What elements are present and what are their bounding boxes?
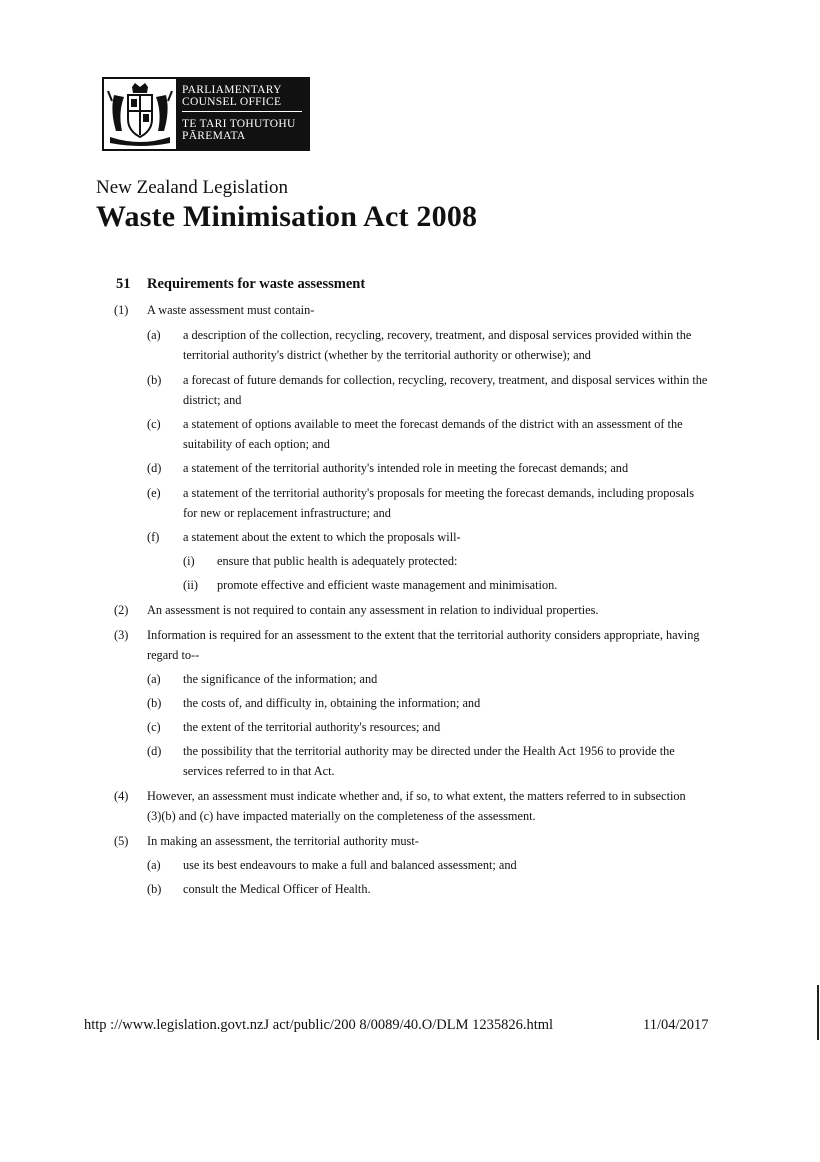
paragraph-1a-label: (a) xyxy=(147,328,161,342)
paragraph-1e-line2: for new or replacement infrastructure; and xyxy=(183,506,391,520)
paragraph-5a-text: use its best endeavours to make a full and balanced assessment; and xyxy=(183,858,517,872)
paragraph-1a-line2: territorial authority's district (whether by the territorial authority or otherwise); and xyxy=(183,348,591,362)
subsection-3-line1: Information is required for an assessment to the extent that the territorial authority considers appropriate, having xyxy=(147,628,700,642)
paragraph-1b-line1: a forecast of future demands for collection, recycling, recovery, treatment, and disposal services within the xyxy=(183,373,708,387)
subparagraph-1f-ii-text: promote effective and efficient waste management and minimisation. xyxy=(217,578,558,592)
paragraph-1d-label: (d) xyxy=(147,461,162,475)
paragraph-5b-text: consult the Medical Officer of Health. xyxy=(183,882,371,896)
print-date: 11/04/2017 xyxy=(643,1017,709,1033)
subparagraph-1f-i-text: ensure that public health is adequately protected: xyxy=(217,554,458,568)
subsection-1-label: (1) xyxy=(114,303,129,317)
paragraph-5a-label: (a) xyxy=(147,858,161,872)
document-title: Waste Minimisation Act 2008 xyxy=(96,200,478,233)
subsection-5-text: In making an assessment, the territorial authority must- xyxy=(147,834,419,848)
subsection-2-label: (2) xyxy=(114,603,129,617)
logo-line-3: TE TARI TOHUTOHU xyxy=(182,118,296,130)
source-url: http ://www.legislation.govt.nzJ act/public/200 8/0089/40.O/DLM 1235826.html xyxy=(84,1017,554,1033)
subsection-1-text: A waste assessment must contain- xyxy=(147,303,315,317)
paragraph-3b-label: (b) xyxy=(147,696,162,710)
paragraph-1b-label: (b) xyxy=(147,373,162,387)
subparagraph-1f-i-label: (i) xyxy=(183,554,195,568)
subsection-3-label: (3) xyxy=(114,628,129,642)
paragraph-3d-label: (d) xyxy=(147,744,162,758)
subsection-2-text: An assessment is not required to contain any assessment in relation to individual properties. xyxy=(147,603,599,617)
section-number: 51 xyxy=(116,276,131,292)
document-subtitle: New Zealand Legislation xyxy=(96,177,289,198)
logo-line-1: PARLIAMENTARY xyxy=(182,84,282,96)
logo-divider xyxy=(182,111,302,112)
subsection-4-line1: However, an assessment must indicate whether and, if so, to what extent, the matters referred to in subsection xyxy=(147,789,686,803)
paragraph-1c-line1: a statement of options available to meet the forecast demands of the district with an assessment of the xyxy=(183,417,683,431)
logo-line-2: COUNSEL OFFICE xyxy=(182,96,282,108)
paragraph-1d-line1: a statement of the territorial authority's intended role in meeting the forecast demands; and xyxy=(183,461,629,475)
paragraph-3a-text: the significance of the information; and xyxy=(183,672,378,686)
coat-of-arms-icon xyxy=(106,81,174,147)
paragraph-1c-line2: suitability of each option; and xyxy=(183,437,330,451)
scan-edge-mark xyxy=(817,985,819,1040)
section-heading: Requirements for waste assessment xyxy=(147,276,366,292)
subsection-5-label: (5) xyxy=(114,834,129,848)
paragraph-1f-line1: a statement about the extent to which the proposals will- xyxy=(183,530,461,544)
paragraph-3c-text: the extent of the territorial authority's resources; and xyxy=(183,720,441,734)
paragraph-5b-label: (b) xyxy=(147,882,162,896)
paragraph-3b-text: the costs of, and difficulty in, obtaining the information; and xyxy=(183,696,481,710)
subsection-3-line2: regard to-- xyxy=(147,648,200,662)
parliamentary-counsel-office-logo xyxy=(102,77,310,151)
paragraph-1e-label: (e) xyxy=(147,486,161,500)
paragraph-1c-label: (c) xyxy=(147,417,161,431)
paragraph-3d-line1: the possibility that the territorial authority may be directed under the Health Act 1956 to provide the xyxy=(183,744,675,758)
paragraph-3c-label: (c) xyxy=(147,720,161,734)
logo-text-panel xyxy=(176,79,308,149)
paragraph-1b-line2: district; and xyxy=(183,393,242,407)
logo-line-4: PĀREMATA xyxy=(182,130,246,142)
subsection-4-label: (4) xyxy=(114,789,129,803)
paragraph-3d-line2: services referred to in that Act. xyxy=(183,764,335,778)
paragraph-1f-label: (f) xyxy=(147,530,160,544)
paragraph-1a-line1: a description of the collection, recycling, recovery, treatment, and disposal services provided within the xyxy=(183,328,692,342)
subsection-4-line2: (3)(b) and (c) have impacted materially on the completeness of the assessment. xyxy=(147,809,536,823)
subparagraph-1f-ii-label: (ii) xyxy=(183,578,199,592)
paragraph-3a-label: (a) xyxy=(147,672,161,686)
paragraph-1e-line1: a statement of the territorial authority's proposals for meeting the forecast demands, including proposals xyxy=(183,486,695,500)
